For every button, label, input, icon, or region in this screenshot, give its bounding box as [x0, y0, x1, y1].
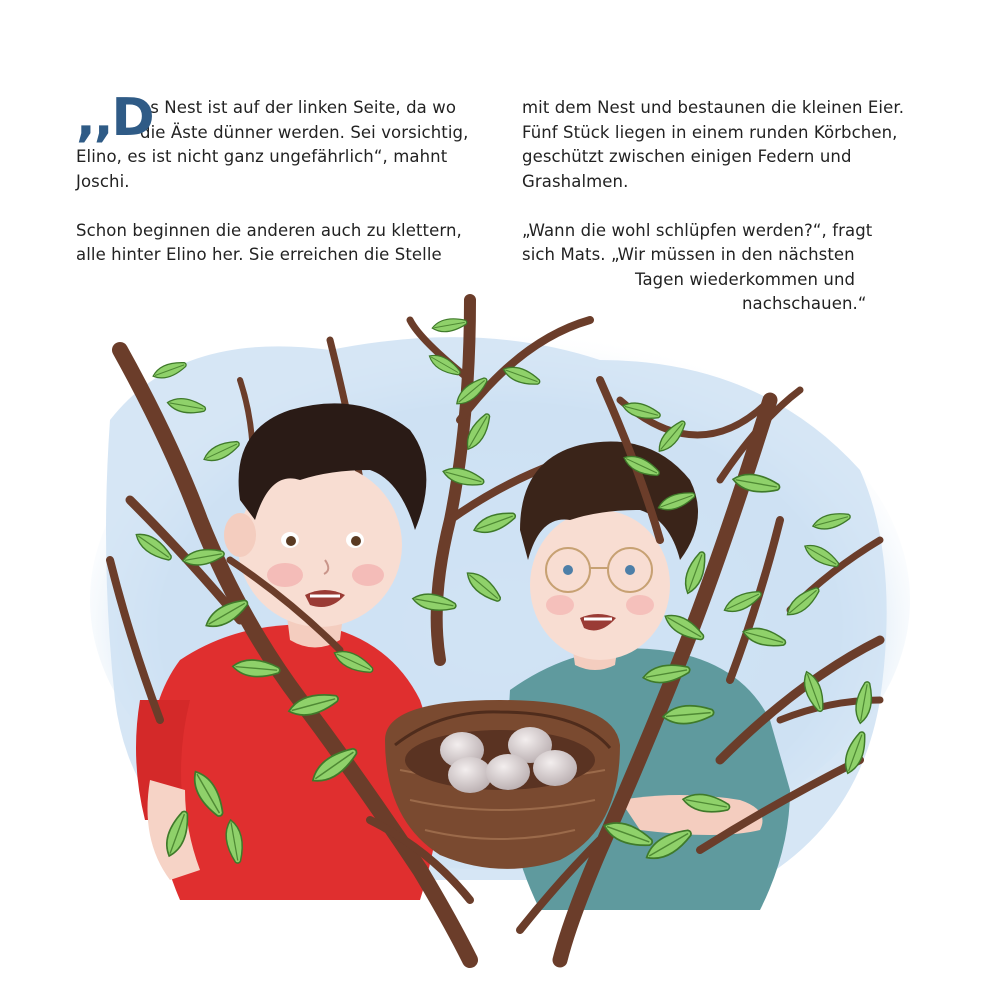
text-column-left: [76, 88, 486, 268]
text-line: nachschauen.“: [742, 294, 867, 313]
text-line: alle hinter Elino her. Sie erreichen die Stelle: [76, 245, 442, 264]
text-line: mit dem Nest und bestaunen die kleinen Eier.: [522, 98, 905, 117]
paragraph-gap: [522, 194, 932, 219]
text-line: Fünf Stück liegen in einem runden Körbchen,: [522, 122, 898, 142]
dropcap: ,,D: [76, 88, 153, 148]
text-line: geschützt zwischen einigen Federn und: [522, 147, 852, 166]
text-line: Schon beginnen die anderen auch zu klettern,: [76, 220, 462, 240]
text-line: sich Mats. „Wir müssen in den nächsten: [522, 245, 855, 264]
text-line: Grashalmen.: [522, 171, 629, 191]
text-line: die Äste dünner werden. Sei vorsichtig,: [140, 122, 469, 142]
paragraph-gap: [76, 194, 486, 219]
text-line: „Wann die wohl schlüpfen werden?“, fragt: [522, 220, 873, 240]
text-line-content: as Nest ist auf der linken Seite, da wo: [140, 98, 457, 117]
text-line: Elino, es ist nicht ganz ungefährlich“, mahnt: [76, 147, 448, 166]
text-line: Tagen wiederkommen und: [635, 269, 856, 289]
text-column-right: [522, 96, 932, 317]
text-line: Joschi.: [76, 171, 130, 191]
